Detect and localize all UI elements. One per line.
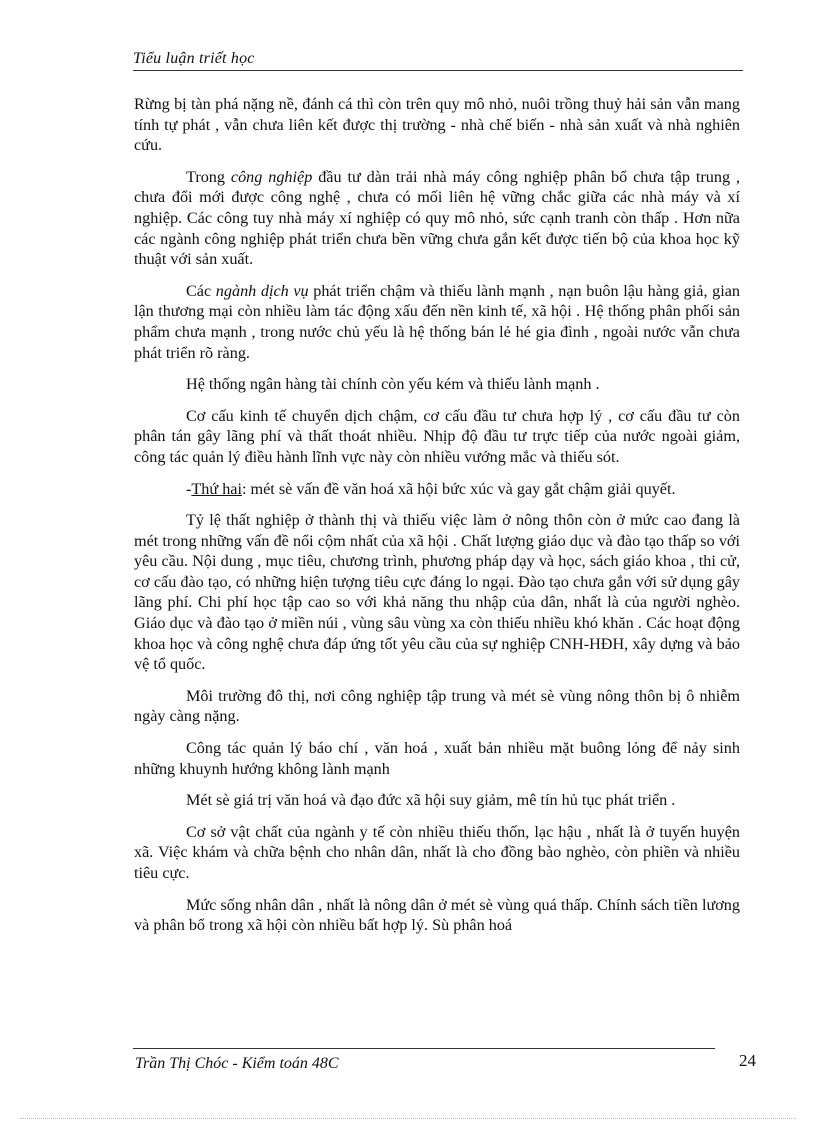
paragraph-8: Môi trường đô thị, nơi công nghiệp tập trung và mét sè vùng nông thôn bị ô nhiễm ngày càng nặng. — [134, 686, 740, 726]
paragraph-2-text: đầu tư dàn trải nhà máy công nghiệp phân bổ chưa tập trung , chưa đổi mới được công nghệ , chưa có mối liên hệ vững chắc giữa các nhà máy và xí nghiệp. Các công tuy nhà máy xí nghiệp có quy mô nhỏ, sức cạnh tranh còn thấp . Hơn nữa các ngành công nghiệp phát triển chưa bền vững chưa gắn kết được tiến bộ của khoa học kỹ thuật với sản xuất. — [134, 167, 741, 269]
page-header — [133, 50, 743, 71]
paragraph-11: Cơ sở vật chất của ngành y tế còn nhiều thiếu thốn, lạc hậu , nhất là ở tuyến huyện xã. Việc khám và chữa bệnh cho nhân dân, nhất là cho đồng bào nghèo, còn phiền và nhiều tiêu cực. — [134, 822, 740, 882]
page-footer — [133, 1048, 758, 1078]
page-number: 24 — [739, 1051, 756, 1070]
footer-rule — [133, 1048, 715, 1049]
paragraph-1: Rừng bị tàn phá nặng nề, đánh cá thì còn trên quy mô nhỏ, nuôi trồng thuỷ hải sản vẫn mang tính tự phát , vẫn chưa liên kết được thị trường - nhà chế biến - nhà sản xuất và nhà nghiên cứu. — [134, 95, 740, 155]
page-edge-divider — [20, 1118, 796, 1119]
header-title: Tiểu luận triết học — [133, 50, 255, 67]
paragraph-2 — [134, 167, 740, 270]
paragraph-6 — [134, 479, 740, 500]
paragraph-6-dash: - — [186, 479, 192, 498]
paragraph-12: Mức sống nhân dân , nhất là nông dân ở mét sè vùng quá thấp. Chính sách tiền lương và phân bổ trong xã hội còn nhiều bất hợp lý. Sù phân hoá — [134, 895, 740, 935]
paragraph-6-text: : mét sè vấn đề văn hoá xã hội bức xúc và gay gắt chậm giải quyết. — [241, 479, 676, 498]
paragraph-3 — [134, 281, 740, 363]
term-nganh-dich-vu: ngành dịch vụ — [215, 281, 309, 300]
paragraph-2-lead: Trong — [186, 167, 231, 186]
paragraph-5: Cơ cấu kinh tế chuyển dịch chậm, cơ cấu đầu tư chưa hợp lý , cơ cấu đầu tư còn phân tán gây lãng phí và thất thoát nhiều. Nhịp độ đầu tư trực tiếp của nước ngoài giảm, công tác quản lý điều hành lĩnh vực này còn nhiều vướng mắc và thiếu sót. — [134, 406, 740, 466]
paragraph-9: Công tác quản lý báo chí , văn hoá , xuất bản nhiều mặt buông lỏng để nảy sinh những khuynh hướng không lành mạnh — [134, 739, 740, 778]
heading-thu-hai: Thứ hai — [191, 479, 242, 498]
footer-author: Trần Thị Chóc - Kiểm toán 48C — [135, 1055, 339, 1072]
paragraph-3-text: phát triển chậm và thiếu lành mạnh , nạn buôn lậu hàng giả, gian lận thương mại còn nhiều làm tác động xấu đến nền kinh tế, xã hội . Hệ thống phân phối sản phẩm chưa mạnh , trong nước chủ yếu là hệ thống bán lẻ hé gia đình , ngoài nước vẫn chưa phát triển rõ ràng. — [134, 281, 740, 362]
paragraph-4: Hệ thống ngân hàng tài chính còn yếu kém và thiếu lành mạnh . — [186, 375, 600, 394]
paragraph-7: Tỷ lệ thất nghiệp ở thành thị và thiếu việc làm ở nông thôn còn ở mức cao đang là mét trong những vấn đề nổi cộm nhất của xã hội . Chất lượng giáo dục và đào tạo thấp so với yêu cầu. Nội dung , mục tiêu, chương trình, phương pháp dạy và học, sách giáo khoa , thi cử, cơ cấu đào tạo, có những hiện tượng tiêu cực đáng lo ngại. Đào tạo chưa gắn với sử dụng gây lãng phí. Chi phí học tập cao so với khả năng thu nhập của dân, nhất là của người nghèo. Giáo dục và đào tạo ở miền núi , vùng sâu vùng xa còn thiếu nhiều khó khăn . Các hoạt động khoa học và công nghệ chưa đáp ứng tốt yêu cầu của sự nghiệp CNH-HĐH, xây dựng và bảo vệ tổ quốc. — [134, 511, 740, 674]
paragraph-3-lead: Các — [186, 281, 216, 300]
document-body — [134, 94, 740, 945]
term-cong-nghiep: công nghiệp — [230, 167, 313, 186]
paragraph-10: Mét sè giá trị văn hoá và đạo đức xã hội suy giảm, mê tín hủ tục phát triển . — [186, 791, 676, 810]
